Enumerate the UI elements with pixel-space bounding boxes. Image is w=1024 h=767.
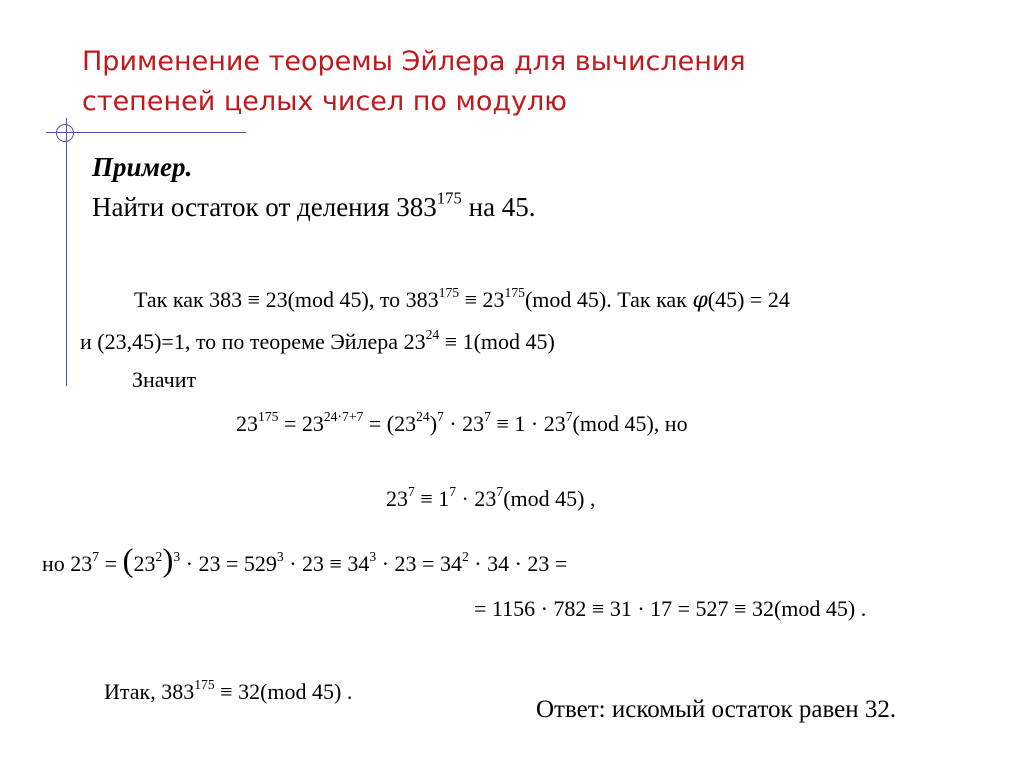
s5-b: 7 (408, 483, 415, 499)
s6-f: 2 (155, 548, 163, 564)
s6-i: · 23 = 529 (185, 551, 277, 576)
slide-title-line-1: Применение теоремы Эйлера для вычисления (82, 46, 746, 77)
example-task (92, 188, 536, 223)
answer-text: Ответ: искомый остаток равен 32. (536, 696, 897, 723)
s5-d: 7 (449, 483, 457, 499)
s4-f: 24 (416, 408, 430, 424)
s4-d: 24·7+7 (323, 408, 364, 424)
s6-a: но 23 (42, 551, 93, 576)
s6-d: ( (122, 543, 134, 579)
s1-g: 175 (504, 284, 525, 300)
s1-k: (45) = 24 (707, 287, 790, 312)
s1-c: , то (368, 287, 401, 312)
s8-b: 383 (161, 679, 195, 704)
s4-b: 175 (258, 408, 279, 424)
s6-n: 2 (461, 548, 469, 564)
s8-c: 175 (194, 676, 215, 692)
solution-line-3: Значит (132, 367, 197, 392)
decorative-vertical-line (66, 118, 67, 386)
example-heading: Пример. (92, 152, 193, 182)
s4-c: = 23 (283, 411, 324, 436)
s6-m: · 23 = 34 (381, 551, 462, 576)
s4-m: (mod 45), но (572, 411, 688, 436)
s4-g: ) (429, 411, 438, 436)
s4-a: 23 (236, 411, 258, 436)
s1-h: (mod 45) (524, 287, 607, 312)
s6-c: = (104, 551, 118, 576)
s1-f: ≡ 23 (464, 287, 505, 312)
solution-line-6 (42, 543, 567, 580)
s6-h: 3 (173, 548, 181, 564)
slide-title-line-2: степеней целых чисел по модулю (82, 86, 568, 117)
s5-g: (mod 45) , (503, 486, 596, 511)
s8-a: Итак, (104, 679, 156, 704)
s6-b: 7 (92, 548, 100, 564)
s6-e: 23 (133, 551, 156, 576)
s4-k: ≡ 1 · 23 (496, 411, 566, 436)
s5-f: 7 (496, 483, 504, 499)
s4-h: 7 (437, 408, 444, 424)
task-text: Найти остаток от деления (92, 192, 390, 222)
s2-c: 24 (425, 326, 440, 342)
s4-l: 7 (565, 408, 573, 424)
s5-e: · 23 (461, 486, 497, 511)
task-suffix: на 45. (468, 192, 536, 222)
solution-line-5 (386, 483, 596, 512)
s2-a: и (23,45)=1, то по теореме Эйлера (80, 329, 399, 354)
s5-c: ≡ 1 (420, 486, 450, 511)
task-base: 383 (396, 192, 437, 222)
s1-d: 383 (405, 287, 439, 312)
s4-j: 7 (484, 408, 491, 424)
decorative-horizontal-line (46, 132, 246, 133)
s6-j: 3 (276, 548, 284, 564)
s1-a: Так как (134, 287, 204, 312)
task-exponent: 175 (436, 188, 462, 208)
s4-i: · 23 (449, 411, 485, 436)
s6-k: · 23 ≡ 34 (289, 551, 370, 576)
s2-b: 23 (403, 329, 426, 354)
s6-l: 3 (369, 548, 377, 564)
solution-line-7: = 1156 · 782 ≡ 31 · 17 = 527 ≡ 32(mod 45) . (474, 596, 867, 621)
s6-o: · 34 · 23 = (474, 551, 568, 576)
s1-e: 175 (438, 284, 460, 300)
s5-a: 23 (386, 486, 408, 511)
slide-title (82, 42, 982, 122)
s8-d: ≡ 32(mod 45) . (220, 679, 353, 704)
solution-line-2 (80, 326, 555, 355)
s2-d: ≡ 1(mod 45) (444, 329, 555, 354)
phi-symbol: φ (692, 288, 708, 313)
solution-line-8 (104, 676, 353, 705)
decorative-circle (56, 124, 74, 142)
s1-i: . Так как (606, 287, 687, 312)
s1-b: 383 ≡ 23(mod 45) (209, 287, 369, 312)
solution-line-4 (236, 408, 688, 437)
s4-e: = (23 (368, 411, 417, 436)
s6-g: ) (162, 543, 174, 579)
solution-line-1 (134, 284, 790, 313)
